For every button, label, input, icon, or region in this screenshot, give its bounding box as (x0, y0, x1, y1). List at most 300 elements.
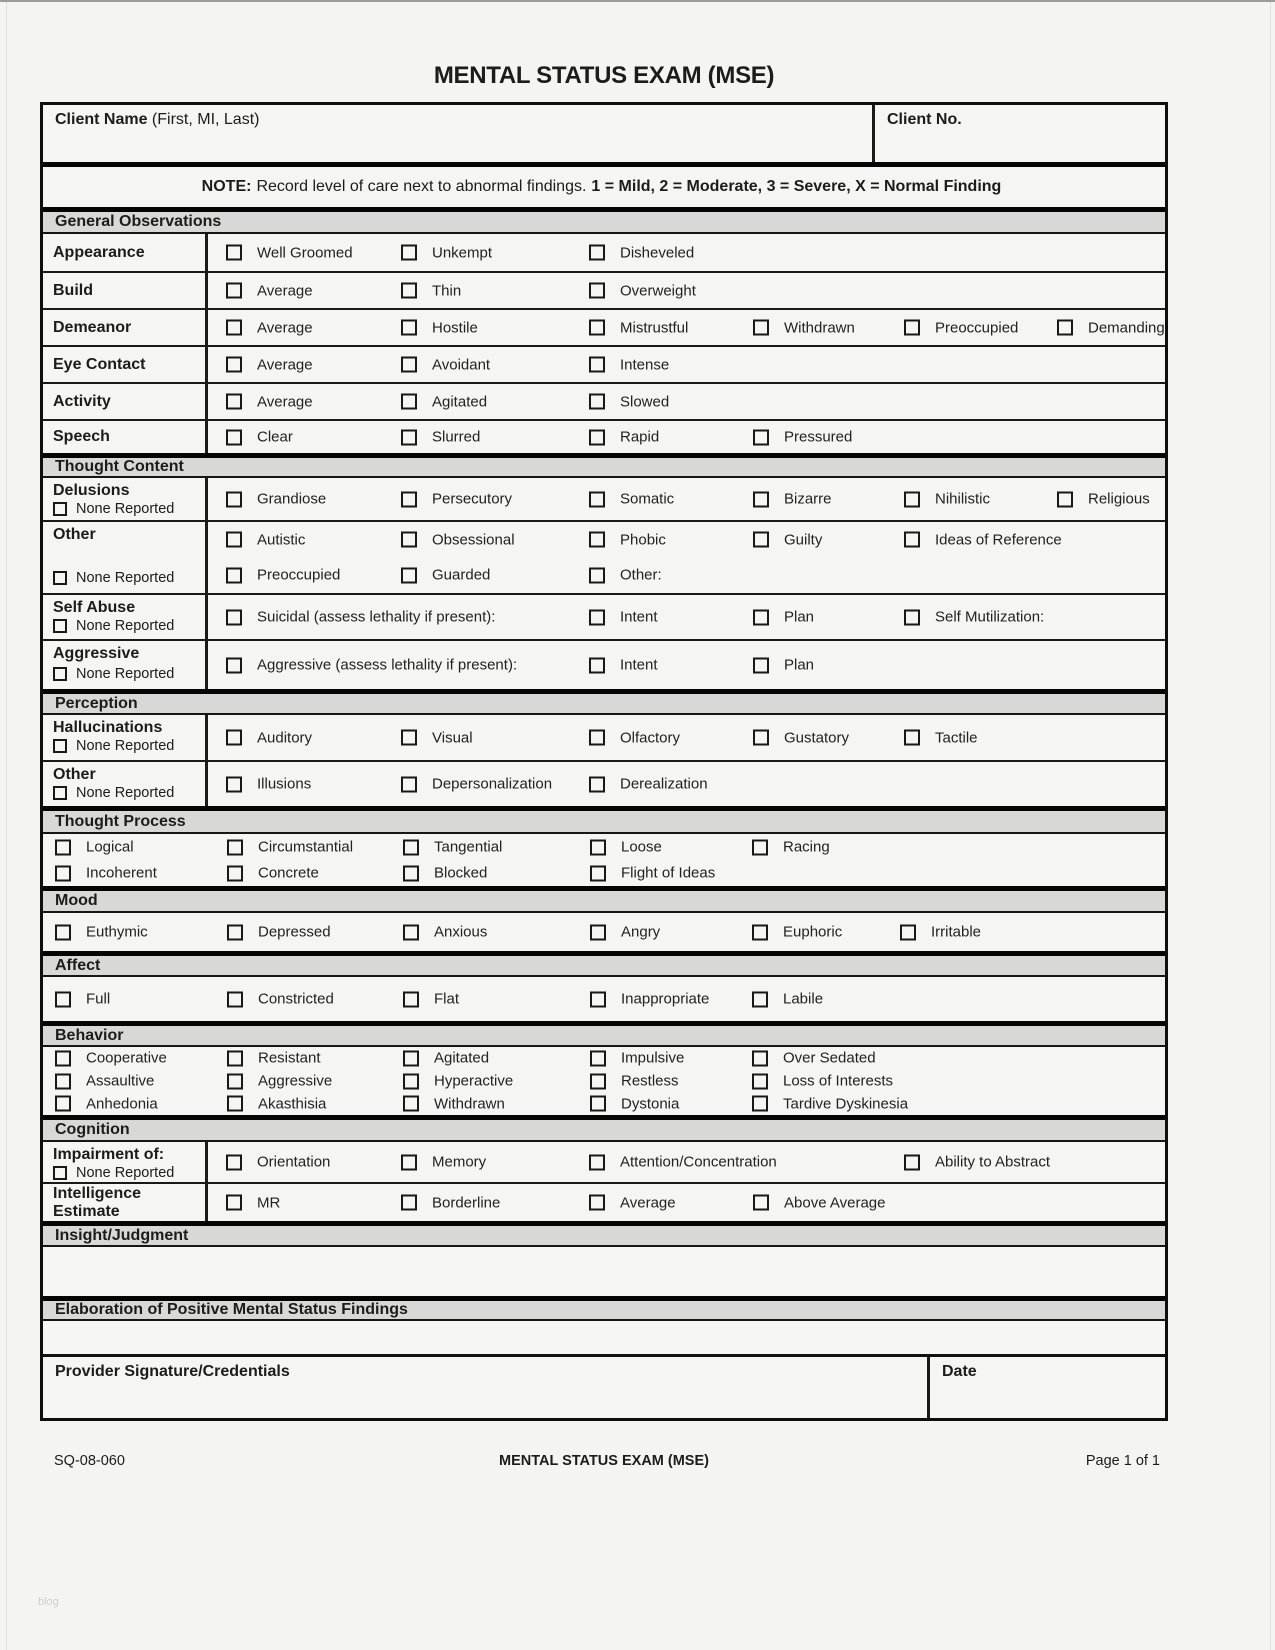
option-label: Average (257, 319, 313, 336)
option-label: Concrete (258, 864, 319, 882)
general-observations-demeanor-demanding-checkbox[interactable] (1057, 320, 1073, 336)
option-label: Flight of Ideas (621, 864, 716, 882)
behavior-impulsive-checkbox[interactable] (590, 1050, 606, 1066)
row-options-behavior (43, 1047, 1165, 1115)
general-observations-demeanor-withdrawn-checkbox[interactable] (753, 320, 769, 336)
behavior-assaultive-checkbox[interactable] (55, 1073, 71, 1089)
perception-hallucinations-none-reported-checkbox[interactable] (53, 739, 67, 753)
row-label-general-observations-appearance: Appearance (53, 243, 145, 261)
thought-content-delusions-religious-checkbox[interactable] (1057, 491, 1073, 507)
row-label-cell-general-observations-eye-contact (43, 347, 208, 382)
option-slowed (589, 393, 669, 410)
option-label: Preoccupied (935, 319, 1019, 336)
option-label: Anhedonia (86, 1095, 158, 1113)
option-label: Illusions (257, 775, 312, 793)
general-observations-build-thin-checkbox[interactable] (401, 283, 417, 299)
general-observations-demeanor-preoccupied-checkbox[interactable] (904, 320, 920, 336)
option-label: Inappropriate (621, 990, 710, 1008)
option-derealization (589, 776, 708, 793)
thought-process-racing-checkbox[interactable] (752, 839, 768, 855)
option-gustatory (753, 729, 849, 746)
affect-labile-checkbox[interactable] (752, 991, 768, 1007)
option-religious (1057, 491, 1150, 508)
page-title: MENTAL STATUS EXAM (MSE) (433, 62, 775, 89)
thought-content-delusions-somatic-checkbox[interactable] (589, 491, 605, 507)
affect-constricted-checkbox[interactable] (227, 991, 243, 1007)
row-label-general-observations-speech: Speech (53, 428, 110, 445)
thought-process-logical-checkbox[interactable] (55, 839, 71, 855)
general-observations-eye-contact-avoidant-checkbox[interactable] (401, 357, 417, 373)
cognition-intelligence-estimate-mr-checkbox[interactable] (226, 1195, 242, 1211)
option-label: Avoidant (432, 356, 491, 373)
row-thought-process (43, 834, 1165, 886)
note-legend: 1 = Mild, 2 = Moderate, 3 = Severe, X = Normal Finding (591, 178, 1002, 195)
option-label: Somatic (620, 490, 675, 508)
page-edge-left (6, 2, 7, 1650)
thought-content-self-abuse-suicidal-assess-lethality-if-present-checkbox[interactable] (226, 609, 242, 625)
option-anhedonia (55, 1095, 158, 1112)
option-pressured (753, 429, 852, 446)
option-line (208, 234, 1165, 271)
behavior-over-sedated-checkbox[interactable] (752, 1050, 768, 1066)
thought-content-other-none-reported-checkbox[interactable] (53, 571, 67, 585)
mood-angry-checkbox[interactable] (590, 924, 606, 940)
option-line (208, 715, 1165, 760)
client-name-field-hint: (First, MI, Last) (151, 111, 260, 128)
behavior-withdrawn-checkbox[interactable] (403, 1096, 419, 1112)
option-plan (753, 657, 814, 674)
option-line (43, 834, 1165, 860)
cognition-intelligence-estimate-average-checkbox[interactable] (589, 1195, 605, 1211)
option-agitated (401, 393, 487, 410)
behavior-restless-checkbox[interactable] (590, 1073, 606, 1089)
thought-content-other-preoccupied-checkbox[interactable] (226, 567, 242, 583)
option-label: Religious (1088, 490, 1150, 508)
general-observations-build-overweight-checkbox[interactable] (589, 283, 605, 299)
option-anxious (403, 924, 487, 941)
perception-hallucinations-olfactory-checkbox[interactable] (589, 730, 605, 746)
thought-content-delusions-persecutory-checkbox[interactable] (401, 491, 417, 507)
row-label-cell-perception-hallucinations (43, 715, 208, 760)
mood-anxious-checkbox[interactable] (403, 924, 419, 940)
option-flight-of-ideas (590, 865, 715, 882)
section-header-label: Behavior (55, 1026, 124, 1044)
option-tactile (904, 729, 978, 746)
option-line (208, 522, 1165, 558)
date-field[interactable] (930, 1357, 1165, 1418)
option-label: Unkempt (432, 244, 493, 261)
thought-content-other-autistic-checkbox[interactable] (226, 532, 242, 548)
option-label: Nihilistic (935, 490, 991, 508)
option-label: Over Sedated (783, 1049, 876, 1067)
row-options-cognition-impairment-of (208, 1142, 1165, 1182)
mood-irritable-checkbox[interactable] (900, 924, 916, 940)
row-label-cognition-impairment-of: Impairment of: (53, 1146, 165, 1163)
thought-content-other-guilty-checkbox[interactable] (753, 532, 769, 548)
option-line (208, 762, 1165, 806)
option-label: Phobic (620, 531, 666, 549)
option-label: Demanding (1088, 319, 1165, 336)
option-label: Restless (621, 1072, 679, 1090)
option-label: Preoccupied (257, 566, 341, 584)
section-header-perception (43, 689, 1165, 715)
perception-other-none-reported-checkbox[interactable] (53, 786, 67, 800)
row-label-thought-content-other: Other (53, 526, 96, 543)
row-options-general-observations-speech (208, 421, 1165, 453)
thought-content-self-abuse-none-reported-checkbox[interactable] (53, 619, 67, 633)
cognition-intelligence-estimate-borderline-checkbox[interactable] (401, 1195, 417, 1211)
option-label: Gustatory (784, 729, 850, 746)
option-line (208, 273, 1165, 308)
general-observations-eye-contact-intense-checkbox[interactable] (589, 357, 605, 373)
row-label-cognition-intelligence-estimate: Intelligence Estimate (53, 1184, 142, 1220)
none-reported-label: None Reported (76, 501, 175, 517)
option-blocked (403, 865, 487, 882)
none-reported-label: None Reported (76, 570, 175, 586)
thought-content-other-ideas-of-reference-checkbox[interactable] (904, 532, 920, 548)
row-options-general-observations-activity (208, 384, 1165, 419)
option-cooperative (55, 1050, 167, 1067)
thought-content-self-abuse-intent-checkbox[interactable] (589, 609, 605, 625)
option-irritable (900, 924, 981, 941)
general-observations-eye-contact-average-checkbox[interactable] (226, 357, 242, 373)
row-behavior (43, 1047, 1165, 1115)
thought-content-self-abuse-plan-checkbox[interactable] (753, 609, 769, 625)
option-grandiose (226, 491, 326, 508)
mood-euthymic-checkbox[interactable] (55, 924, 71, 940)
option-label: Withdrawn (434, 1095, 505, 1113)
option-line (208, 1184, 1165, 1221)
row-label-perception-hallucinations: Hallucinations (53, 719, 163, 736)
thought-process-blocked-checkbox[interactable] (403, 865, 419, 881)
option-label: Logical (86, 838, 134, 856)
section-header-label: Affect (55, 956, 101, 974)
row-general-observations-build (43, 271, 1165, 308)
option-rapid (589, 429, 659, 446)
thought-content-other-obsessional-checkbox[interactable] (401, 532, 417, 548)
row-cognition-impairment-of (43, 1142, 1165, 1182)
option-average (226, 356, 313, 373)
row-general-observations-demeanor (43, 308, 1165, 345)
row-label-cell-thought-content-other (43, 522, 208, 593)
mood-euphoric-checkbox[interactable] (752, 924, 768, 940)
option-label: Plan (784, 656, 815, 674)
general-observations-speech-slurred-checkbox[interactable] (401, 429, 417, 445)
behavior-cooperative-checkbox[interactable] (55, 1050, 71, 1066)
option-concrete (227, 865, 319, 882)
behavior-hyperactive-checkbox[interactable] (403, 1073, 419, 1089)
row-options-affect (43, 977, 1165, 1021)
client-no-field[interactable] (875, 105, 1165, 162)
general-observations-activity-average-checkbox[interactable] (226, 394, 242, 410)
row-general-observations-activity (43, 382, 1165, 419)
thought-process-incoherent-checkbox[interactable] (55, 865, 71, 881)
client-name-field[interactable] (43, 105, 875, 162)
general-observations-appearance-well-groomed-checkbox[interactable] (226, 245, 242, 261)
row-label-thought-content-self-abuse: Self Abuse (53, 599, 136, 616)
option-auditory (226, 729, 312, 746)
option-above-average (753, 1194, 885, 1211)
option-label: Disheveled (620, 244, 695, 261)
option-label: Average (620, 1194, 676, 1211)
general-observations-demeanor-hostile-checkbox[interactable] (401, 320, 417, 336)
thought-process-circumstantial-checkbox[interactable] (227, 839, 243, 855)
option-label: Tardive Dyskinesia (783, 1095, 909, 1113)
cognition-impairment-of-none-reported-checkbox[interactable] (53, 1166, 67, 1180)
option-average (589, 1194, 676, 1211)
option-label: Hyperactive (434, 1072, 514, 1090)
option-label: Depersonalization (432, 775, 553, 793)
option-label: Persecutory (432, 490, 513, 508)
row-thought-content-other (43, 520, 1165, 593)
option-label: Autistic (257, 531, 306, 549)
option-depressed (227, 924, 331, 941)
option-label: Euphoric (783, 923, 843, 941)
thought-process-tangential-checkbox[interactable] (403, 839, 419, 855)
section-header-label: Elaboration of Positive Mental Status Findings (55, 1301, 408, 1318)
row-label-general-observations-demeanor: Demeanor (53, 318, 132, 336)
general-observations-activity-slowed-checkbox[interactable] (589, 394, 605, 410)
option-obsessional (401, 531, 515, 548)
option-ability-to-abstract (904, 1154, 1050, 1171)
option-labile (752, 991, 823, 1008)
row-label-cell-thought-content-aggressive (43, 641, 208, 689)
cognition-impairment-of-attention-concentration-checkbox[interactable] (589, 1154, 605, 1170)
none-reported-cognition-impairment-of (53, 1164, 174, 1182)
general-observations-speech-rapid-checkbox[interactable] (589, 429, 605, 445)
perception-other-illusions-checkbox[interactable] (226, 776, 242, 792)
behavior-tardive-dyskinesia-checkbox[interactable] (752, 1096, 768, 1112)
behavior-dystonia-checkbox[interactable] (590, 1096, 606, 1112)
option-label: Impulsive (621, 1049, 685, 1067)
section-header-cognition (43, 1115, 1165, 1142)
insight-judgment-area[interactable] (43, 1247, 1165, 1296)
thought-content-aggressive-aggressive-assess-lethality-if-present-checkbox[interactable] (226, 657, 242, 673)
general-observations-activity-agitated-checkbox[interactable] (401, 394, 417, 410)
option-plan (753, 609, 814, 626)
thought-content-aggressive-intent-checkbox[interactable] (589, 657, 605, 673)
behavior-agitated-checkbox[interactable] (403, 1050, 419, 1066)
option-label: Clear (257, 428, 293, 446)
option-preoccupied (904, 319, 1018, 336)
thought-process-concrete-checkbox[interactable] (227, 865, 243, 881)
none-reported-perception-hallucinations (53, 737, 174, 755)
elaboration-area[interactable] (43, 1321, 1165, 1354)
option-constricted (227, 991, 334, 1008)
option-incoherent (55, 865, 157, 882)
option-label: Angry (621, 923, 661, 941)
thought-content-delusions-grandiose-checkbox[interactable] (226, 491, 242, 507)
option-label: Average (257, 282, 313, 299)
thought-content-delusions-nihilistic-checkbox[interactable] (904, 491, 920, 507)
option-label: Tangential (434, 838, 503, 856)
option-average (226, 393, 313, 410)
thought-process-flight-of-ideas-checkbox[interactable] (590, 865, 606, 881)
option-well-groomed (226, 244, 353, 261)
option-label: Depressed (258, 923, 331, 941)
thought-content-self-abuse-self-mutilization-checkbox[interactable] (904, 609, 920, 625)
option-line (43, 860, 1165, 886)
option-line (43, 1047, 1165, 1070)
option-line (43, 977, 1165, 1021)
option-guilty (753, 531, 822, 548)
option-withdrawn (403, 1095, 505, 1112)
thought-content-aggressive-none-reported-checkbox[interactable] (53, 667, 67, 681)
option-label: Anxious (434, 923, 488, 941)
general-observations-demeanor-mistrustful-checkbox[interactable] (589, 320, 605, 336)
thought-content-delusions-none-reported-checkbox[interactable] (53, 502, 67, 516)
option-resistant (227, 1050, 321, 1067)
option-line (43, 913, 1165, 951)
option-aggressive (227, 1073, 332, 1090)
option-line (208, 347, 1165, 382)
option-label: Orientation (257, 1153, 331, 1171)
general-observations-appearance-unkempt-checkbox[interactable] (401, 245, 417, 261)
watermark: blog (38, 1596, 59, 1608)
row-label-perception-other: Other (53, 766, 96, 783)
option-label: Cooperative (86, 1049, 167, 1067)
page-indicator: Page 1 of 1 (1085, 1453, 1160, 1469)
option-label: Well Groomed (257, 244, 353, 261)
none-reported-label: None Reported (76, 618, 175, 634)
note-row (43, 162, 1165, 207)
option-label: Pressured (784, 428, 853, 446)
section-header-behavior (43, 1021, 1165, 1047)
option-line (208, 384, 1165, 419)
row-options-thought-content-self-abuse (208, 595, 1165, 639)
option-dystonia (590, 1095, 679, 1112)
option-label: Labile (783, 990, 824, 1008)
thought-content-delusions-bizarre-checkbox[interactable] (753, 491, 769, 507)
thought-process-loose-checkbox[interactable] (590, 839, 606, 855)
option-clear (226, 429, 293, 446)
option-label: Other: (620, 566, 662, 584)
mood-depressed-checkbox[interactable] (227, 924, 243, 940)
option-label: Intent (620, 656, 658, 674)
perception-hallucinations-visual-checkbox[interactable] (401, 730, 417, 746)
option-label: Obsessional (432, 531, 515, 549)
option-average (226, 319, 313, 336)
thought-content-other-guarded-checkbox[interactable] (401, 567, 417, 583)
row-options-perception-hallucinations (208, 715, 1165, 760)
option-line (208, 595, 1165, 639)
row-options-perception-other (208, 762, 1165, 806)
option-label: Rapid (620, 428, 660, 446)
option-label: Aggressive (258, 1072, 333, 1090)
row-cognition-intelligence-estimate (43, 1182, 1165, 1221)
behavior-resistant-checkbox[interactable] (227, 1050, 243, 1066)
option-illusions (226, 776, 311, 793)
perception-other-depersonalization-checkbox[interactable] (401, 776, 417, 792)
option-intent (589, 609, 658, 626)
option-label: Intense (620, 356, 670, 373)
date-field-label: Date (942, 1363, 977, 1380)
section-header-insight-judgment (43, 1221, 1165, 1247)
general-observations-speech-pressured-checkbox[interactable] (753, 429, 769, 445)
option-depersonalization (401, 776, 552, 793)
option-label: Mistrustful (620, 319, 689, 336)
section-header-mood (43, 886, 1165, 913)
section-header-thought-content (43, 453, 1165, 478)
behavior-akasthisia-checkbox[interactable] (227, 1096, 243, 1112)
cognition-impairment-of-ability-to-abstract-checkbox[interactable] (904, 1154, 920, 1170)
affect-flat-checkbox[interactable] (403, 991, 419, 1007)
thought-content-aggressive-plan-checkbox[interactable] (753, 657, 769, 673)
option-racing (752, 839, 830, 856)
perception-hallucinations-gustatory-checkbox[interactable] (753, 730, 769, 746)
perception-hallucinations-auditory-checkbox[interactable] (226, 730, 242, 746)
option-line (43, 1092, 1165, 1115)
cognition-impairment-of-orientation-checkbox[interactable] (226, 1154, 242, 1170)
option-memory (401, 1154, 486, 1171)
option-label: Memory (432, 1153, 487, 1171)
general-observations-demeanor-average-checkbox[interactable] (226, 320, 242, 336)
option-other (589, 567, 662, 584)
row-options-general-observations-appearance (208, 234, 1165, 271)
option-label: Constricted (258, 990, 334, 1008)
note-text: Record level of care next to abnormal findings. (256, 178, 587, 195)
cognition-intelligence-estimate-above-average-checkbox[interactable] (753, 1195, 769, 1211)
thought-content-other-phobic-checkbox[interactable] (589, 532, 605, 548)
option-flat (403, 991, 459, 1008)
option-guarded (401, 567, 490, 584)
client-row (43, 105, 1165, 162)
general-observations-build-average-checkbox[interactable] (226, 283, 242, 299)
row-label-cell-general-observations-appearance (43, 234, 208, 271)
option-assaultive (55, 1073, 154, 1090)
perception-hallucinations-tactile-checkbox[interactable] (904, 730, 920, 746)
option-label: Attention/Concentration (620, 1153, 777, 1171)
provider-signature-field[interactable] (43, 1357, 930, 1418)
cognition-impairment-of-memory-checkbox[interactable] (401, 1154, 417, 1170)
option-avoidant (401, 356, 490, 373)
section-header-label: Cognition (55, 1121, 130, 1138)
row-options-general-observations-eye-contact (208, 347, 1165, 382)
general-observations-appearance-disheveled-checkbox[interactable] (589, 245, 605, 261)
option-label: Auditory (257, 729, 313, 746)
thought-content-other-other-checkbox[interactable] (589, 567, 605, 583)
option-logical (55, 839, 134, 856)
option-bizarre (753, 491, 832, 508)
row-thought-content-delusions (43, 478, 1165, 520)
option-label: Resistant (258, 1049, 321, 1067)
behavior-loss-of-interests-checkbox[interactable] (752, 1073, 768, 1089)
row-general-observations-appearance (43, 234, 1165, 271)
behavior-aggressive-checkbox[interactable] (227, 1073, 243, 1089)
general-observations-speech-clear-checkbox[interactable] (226, 429, 242, 445)
client-name-field-label: Client Name (55, 111, 148, 128)
affect-inappropriate-checkbox[interactable] (590, 991, 606, 1007)
option-withdrawn (753, 319, 855, 336)
option-impulsive (590, 1050, 684, 1067)
option-tangential (403, 839, 502, 856)
option-phobic (589, 531, 666, 548)
row-mood (43, 913, 1165, 951)
row-label-general-observations-build: Build (53, 281, 93, 299)
section-header-general-observations (43, 207, 1165, 234)
provider-signature-field-label: Provider Signature/Credentials (55, 1363, 290, 1380)
affect-full-checkbox[interactable] (55, 991, 71, 1007)
option-label: Olfactory (620, 729, 681, 746)
option-label: Agitated (432, 393, 488, 410)
option-label: Assaultive (86, 1072, 155, 1090)
row-perception-other (43, 760, 1165, 806)
behavior-anhedonia-checkbox[interactable] (55, 1096, 71, 1112)
option-line (208, 1142, 1165, 1182)
row-label-thought-content-delusions: Delusions (53, 482, 130, 499)
option-ideas-of-reference (904, 531, 1062, 548)
perception-other-derealization-checkbox[interactable] (589, 776, 605, 792)
